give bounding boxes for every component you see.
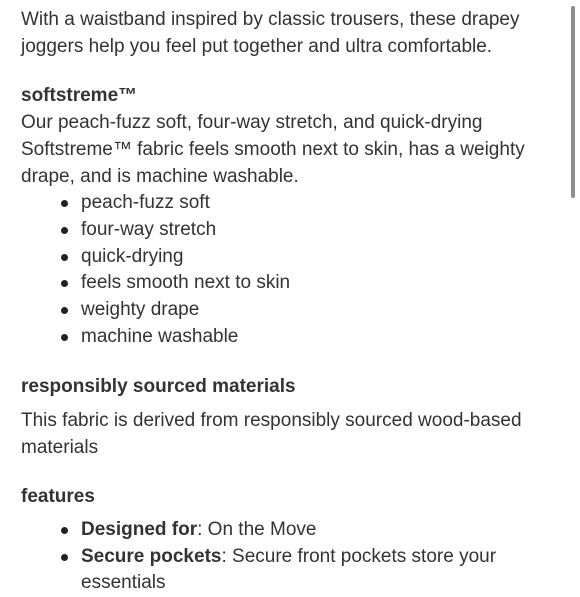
softstreme-text: Our peach-fuzz soft, four-way stretch, and quick-drying Softstreme™ fabric feels smooth next to skin, has a weighty drape, and is machine washable. (21, 112, 525, 187)
list-item: machine washable (61, 324, 556, 351)
feature-value: : Secure front pockets store your essentials (81, 545, 497, 594)
softstreme-bullet-list (21, 190, 556, 351)
feature-label: Designed for (81, 518, 198, 540)
list-item: feels smooth next to skin (61, 270, 556, 297)
feature-label: Secure pockets (81, 545, 222, 567)
list-item: quick-drying (61, 244, 556, 271)
feature-value: : On the Move (197, 518, 317, 540)
intro-text: With a waistband inspired by classic trousers, these drapey joggers help you feel put together and ultra comfortable. (21, 9, 520, 57)
scrollbar-thumb[interactable] (571, 6, 575, 198)
spacer (21, 351, 556, 373)
spacer (21, 461, 556, 483)
list-item: peach-fuzz soft (61, 190, 556, 217)
section-title-materials: responsibly sourced materials (21, 375, 296, 397)
features-list (21, 517, 556, 597)
list-item: weighty drape (61, 297, 556, 324)
section-title-features: features (21, 485, 95, 507)
section-title-softstreme: softstreme™ (21, 85, 138, 106)
materials-text: This fabric is derived from responsibly sourced wood-based materials (21, 409, 522, 458)
feature-item (61, 517, 556, 544)
feature-item (61, 544, 556, 597)
product-description (21, 6, 556, 597)
list-item: four-way stretch (61, 217, 556, 244)
